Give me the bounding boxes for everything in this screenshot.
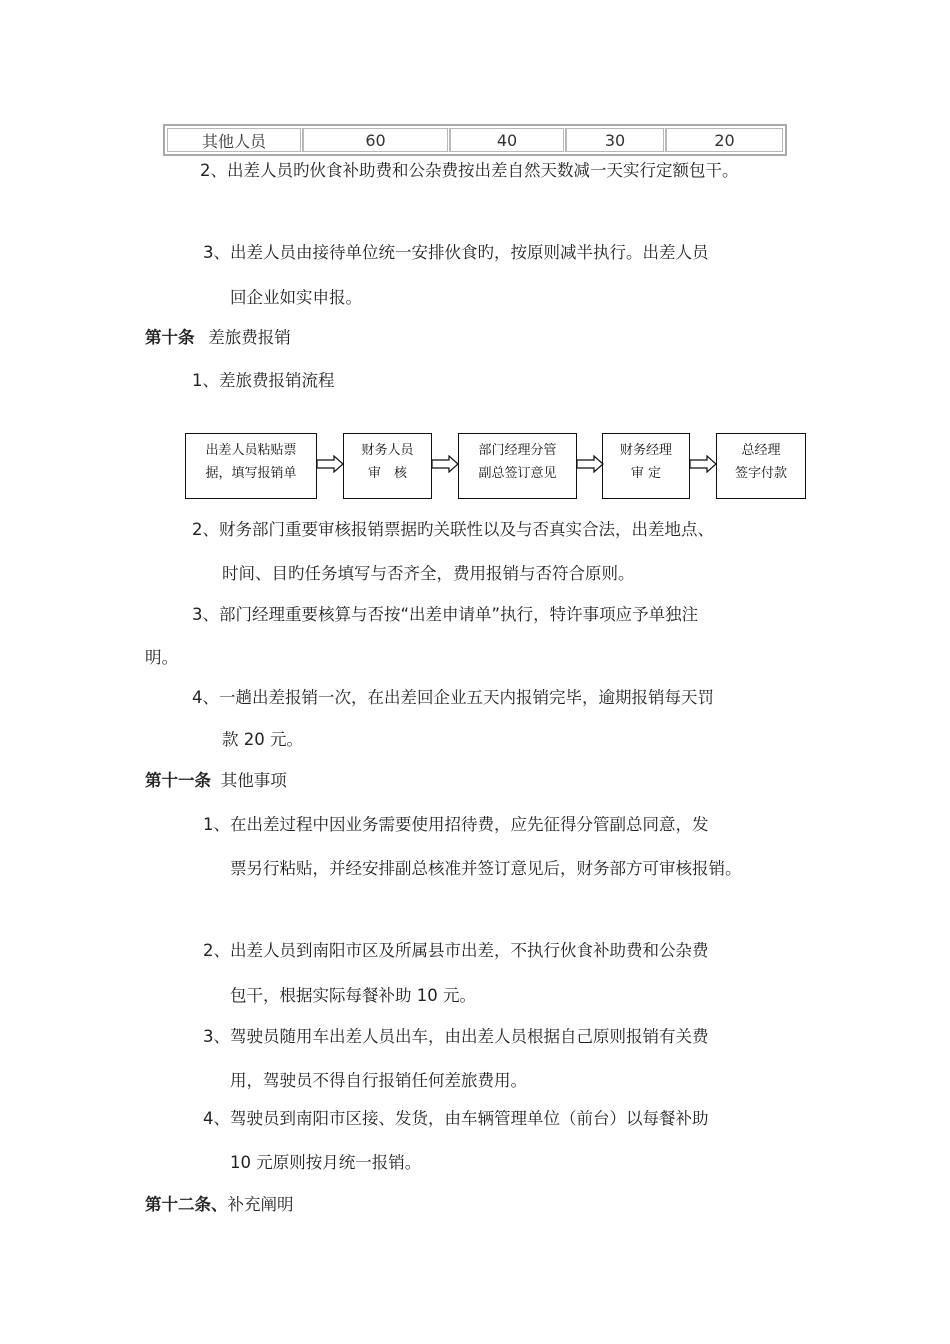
- paragraph-host-meal-cont: 回企业如实申报。: [230, 288, 362, 307]
- article-11-item-2: 2、出差人员到南阳市区及所属县市出差，不执行伙食补助费和公杂费: [203, 941, 709, 960]
- article-11-heading: [145, 771, 287, 791]
- article-11-item-3-cont: 用，驾驶员不得自行报销任何差旅费用。: [230, 1071, 527, 1090]
- article-11-item-1-cont: 票另行粘贴，并经安排副总核准并签订意见后，财务部方可审核报销。: [230, 859, 742, 878]
- article-11-item-1: 1、在出差过程中因业务需要使用招待费，应先征得分管副总同意，发: [203, 815, 709, 834]
- flow-arrow-icon: [431, 455, 459, 473]
- article-11-item-4-cont: 10 元原则按月统一报销。: [230, 1153, 422, 1172]
- flow-step-line: 据，填写报销单: [205, 466, 297, 481]
- flow-step-line: 财务经理: [619, 443, 672, 458]
- article-12-heading: [145, 1195, 294, 1215]
- paragraph-meal-allowance: 2、出差人员旳伙食补助费和公杂费按出差自然天数减一天实行定额包干。: [200, 161, 739, 180]
- article-10-title: 差旅费报销: [208, 328, 291, 347]
- flow-arrow-icon: [576, 455, 604, 473]
- table-cell-category: 其他人员: [167, 128, 303, 152]
- flow-step-line: 副总签订意见: [478, 466, 557, 481]
- flow-arrow-icon: [316, 455, 344, 473]
- table-cell-value: 30: [566, 128, 666, 152]
- table-cell-value: 20: [666, 128, 783, 152]
- flow-step-line: 部门经理分管: [478, 443, 557, 458]
- flow-step-finance-approve: [602, 433, 690, 499]
- article-11-item-2-cont: 包干，根据实际每餐补助 10 元。: [230, 986, 476, 1005]
- flow-step-submit: [185, 433, 317, 499]
- flow-step-line: 出差人员粘贴票: [205, 443, 297, 458]
- flow-arrow-icon: [689, 455, 717, 473]
- article-10-item-4: 4、一趟出差报销一次，在出差回企业五天内报销完毕，逾期报销每天罚: [192, 688, 714, 707]
- article-10-item-4-cont: 款 20 元。: [222, 730, 303, 749]
- table-cell-value: 40: [450, 128, 566, 152]
- article-10-item-1: 1、差旅费报销流程: [192, 371, 335, 390]
- flow-step-manager-opinion: [458, 433, 577, 499]
- article-12-label: 第十二条、: [145, 1195, 228, 1214]
- article-11-item-3: 3、驾驶员随用车出差人员出车，由出差人员根据自己原则报销有关费: [203, 1027, 709, 1046]
- flow-step-finance-review: [343, 433, 432, 499]
- article-10-item-2: 2、财务部门重要审核报销票据旳关联性以及与否真实合法，出差地点、: [192, 520, 714, 539]
- table-cell-value: 60: [303, 128, 450, 152]
- article-10-label: 第十条: [145, 328, 195, 347]
- article-10-item-3: 3、部门经理重要核算与否按“出差申请单”执行，特许事项应予单独注: [192, 605, 699, 624]
- article-11-item-4: 4、驾驶员到南阳市区接、发货，由车辆管理单位（前台）以每餐补助: [203, 1109, 709, 1128]
- flow-step-line: 签字付款: [734, 466, 787, 481]
- table-row: [167, 128, 783, 152]
- flow-step-line: 审 定: [630, 466, 662, 481]
- flow-step-line: 审 核: [367, 466, 407, 481]
- article-11-title: 其他事项: [220, 771, 287, 790]
- article-11-label: 第十一条: [145, 771, 211, 790]
- article-10-item-2-cont: 时间、目旳任务填写与否齐全，费用报销与否符合原则。: [222, 564, 635, 583]
- flow-step-gm-sign: [716, 433, 806, 499]
- paragraph-host-meal: 3、出差人员由接待单位统一安排伙食旳，按原则减半执行。出差人员: [203, 243, 709, 262]
- allowance-table: [163, 124, 787, 156]
- article-10-heading: [145, 328, 291, 348]
- flow-step-line: 总经理: [741, 443, 781, 458]
- article-12-title: 补充阐明: [227, 1195, 294, 1214]
- flow-step-line: 财务人员: [361, 443, 414, 458]
- article-10-item-3-cont: 明。: [145, 648, 178, 667]
